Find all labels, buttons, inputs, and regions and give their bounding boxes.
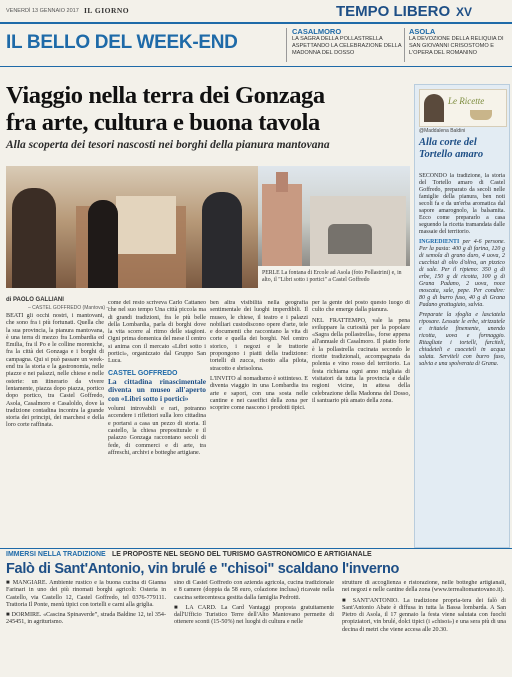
article-col-3-text: ben altra visibilità nella geografia sentimentale dei luoghi imperdibili. Il museo, le chiese, il teatro e i palazzi nobiliari custodiscono opere d'arte, tele e documenti che raccontano la vita di corte e quella dei borghi. Nel centro storico, i negozi e le trattorie propongono i piatti della tradizione: tortelli di zucca, risotto alla pilota, stracotto e sbrisolona.	[210, 300, 308, 372]
banner-divider-2	[404, 28, 405, 62]
photo-caption	[262, 270, 408, 284]
pot-icon	[470, 110, 492, 120]
header-date: VENERDÌ 13 GENNAIO 2017	[6, 8, 79, 14]
recipe-handle: @Maddalena Baldini	[419, 128, 466, 134]
recipe-logo: Le Ricette	[448, 96, 485, 106]
bottom-col-3-text: strutture di accoglienza e ristorazione, nelle botteghe artigianali, nei negozi e nelle cantine della zona (www.terrealtomantovano.it).	[342, 580, 506, 594]
caption-text: PERLE La fontana di Ercole ad Asola (foto Pollastrini) e, in alto, il "Libri sotto i portici" a Castel Goffredo	[262, 270, 402, 283]
recipe-title: Alla corte del Tortello amaro	[419, 137, 484, 160]
byline: di PAOLO GALLIANI	[6, 297, 64, 303]
chef-avatar	[424, 94, 444, 122]
person-left	[12, 188, 56, 288]
article-col-4-text-b: NEL FRATTEMPO, vale la pena sviluppare la curiosità per la popolare «Sagra della pollastrella», forse appena all'annuale di Casalmoro. Il piatto forte è la pollastrella cucinata secondo le ricette tradizionali, accompagnata da polenta e vino rosso del territorio. La festa richiama ogni anno migliaia di visitatori da tutta la provincia e dalle regioni vicine, in attesa della celebrazione della Madonna del Dosso, il santuario più amato della zona.	[312, 317, 410, 404]
bottom-col-1	[6, 580, 166, 674]
recipe-intro: SECONDO la tradizione, la storia del Tortello amaro di Castel Goffredo, preparato da secoli nelle famiglie della pianura, ben noti secoli fa e da un'erba aromatica dal sapore amarognolo, la balsamita. Ecco come prepararlo a casa seguendo la ricetta tramandata dalle massaie del territorio.	[419, 173, 505, 235]
teaser-casalmoro-place: CASALMORO	[292, 27, 342, 36]
bottom-col-2-text-b: ■ LA CARD. La Card Vantaggi proposta gratuitamente dall'Ufficio Turistico Terre dell'Alto Mantovano permette di ottenere sconti (15-50%) nei luoghi di cultura e nelle	[174, 604, 334, 626]
recipe-method: Preparate la sfoglia e lasciatela riposare. Lessate le erbe, strizzatele e tritatele finemente, unendo ricotta, uova e formaggio. Ritagliate i tortelli, farciteli, chiudeteli e cuoceteli in acqua salata. Serviteli con burro fuso, salvia e una spolverata di Grana.	[419, 312, 505, 367]
header-paper: IL GIORNO	[84, 6, 130, 15]
photo-market	[6, 166, 258, 288]
subheadline: Alla scoperta dei tesori nascosti nei borghi della pianura mantovana	[6, 139, 330, 151]
article-col-1-text: BEATI gli occhi nostri, i mantovani, che sono fra i più fortunati. Quella che la sua provincia, la pianura mantovana, è una terra di mezzo fra Lombardia ed Emilia, fra il Po e le colline moreniche, fra la città dei Gonzaga e i borghi di campagna. Qui si può passare un week-end tra la storia e la gastronomia, nelle piazze e nei palazzi, nelle chiese e nelle osterie: un itinerario da vivere lentamente, piazza dopo piazza, portico dopo portico, tra Castel Goffredo, Asola, Casalmoro e Casaloldo, dove la tradizione contadina incontra la grande storia dei principi, dei marchesi e della loro corte raffinata.	[6, 313, 104, 429]
headline-line-1: Viaggio nella terra dei Gonzaga	[6, 82, 325, 109]
banner-rule	[0, 66, 512, 67]
bell-tower	[276, 172, 288, 192]
bottom-col-2-text: sino di Castel Goffredo con azienda agricola, cucina tradizionale e 8 camere (doppia da 58 euro, colazione inclusa) ricavate nella cascina settecentesca gestita dalla famiglia Pedrotti.	[174, 580, 334, 601]
photo-fountain	[258, 166, 410, 266]
recipe-text	[419, 173, 505, 543]
teaser-asola-place: ASOLA	[409, 27, 436, 36]
headline-line-2: fra arte, cultura e buona tavola	[6, 109, 320, 136]
bottom-rule	[0, 548, 512, 549]
teaser-asola	[409, 27, 509, 57]
teaser-casalmoro-text: LA SAGRA DELLA POLLASTRELLA ASPETTANDO LA CELEBRAZIONE DELLA MADONNA DEL DOSSO	[292, 36, 402, 56]
main-headline	[6, 82, 410, 136]
bottom-col-3	[342, 580, 506, 674]
article-col-4	[312, 300, 410, 545]
bottom-col-2	[174, 580, 334, 674]
person-right	[202, 192, 242, 288]
bottom-col-1-text-b: ■ DORMIRE. «Cascina Spinaverdeˮ, strada Baldine 12, tel 354-245451, in agriturismo.	[6, 612, 166, 626]
person-center	[88, 200, 118, 288]
market-shelf	[116, 196, 176, 254]
page-header	[0, 0, 512, 24]
section-title: TEMPO LIBERO	[336, 3, 451, 20]
banner-title: IL BELLO DEL WEEK-END	[6, 32, 238, 53]
bottom-label: IMMERSI NELLA TRADIZIONE	[6, 551, 106, 558]
recipe-sidebar	[414, 84, 510, 548]
bottom-col-1-text: ■ MANGIARE. Ambiente rustico e la buona cucina di Gianna Farinari in uno dei più rinomati borghi agricoli: Osteria in Castello, via Castello 12, Castel Goffredo, tel 0376-779111. Trattoria Il Ponte, menù tipici con tortelli e carni alla griglia.	[6, 580, 166, 608]
bottom-headline: Falò di Sant'Antonio, vin brulé e "chisoi" scaldano l'inverno	[6, 561, 400, 577]
recipe-logo-box	[419, 89, 507, 127]
article-col-2	[108, 300, 206, 545]
ingredients-text: per 4-6 persone. Per la pasta: 400 g di farina, 120 g di semola di grano duro, 4 uova, 2 cucchiai di olio d'oliva, un pizzico di sale. Per il ripieno: 350 g di erbe, 150 g di ricotta, 100 g di Grana Padano, 2 uova, noce moscata, sale, pepe. Per condire: 80 g di burro fuso, 40 g di Grana Padano grattugiato, salvia.	[419, 239, 505, 308]
bottom-kicker: LE PROPOSTE NEL SEGNO DEL TURISMO GASTRONOMICO E ARTIGIANALE	[112, 551, 372, 558]
sub-section-label: CASTEL GOFFREDO	[108, 369, 178, 377]
dateline: – CASTEL GOFFREDO (Mantova) –	[28, 305, 110, 311]
banner-divider-1	[286, 28, 287, 62]
bottom-col-3-text-b: ■ SANT'ANTONIO. La tradizione propria-tera dei falò di Sant'Antonio Abate è diffusa in tutta la Bassa lombarda. A San Pietro di Asola, il 17 gennaio la festa viene salutata con fuochi propiziatori, vin brulé, dolci tipici (i «chisoi») e una sera più di una decina di metri che viene accesa alle 20.30.	[342, 597, 506, 633]
fountain	[328, 224, 372, 254]
article-col-3-text-b: L'INVITO al nomadismo è sottinteso. E diventa viaggio in una Lombardia tra arte e sapori, con una sosta nelle cantine e nei caseifici della zona per scoprire come nascono i prodotti tipici.	[210, 375, 308, 412]
ingredients-title: INGREDIENTI	[419, 239, 460, 245]
article-col-4-text: per la gente del posto questo luogo di culto che emerge dalla pianura.	[312, 300, 410, 314]
banner	[0, 24, 512, 66]
article-col-3	[210, 300, 308, 545]
sub-section-head: La cittadina rinascimentale diventa un museo all'aperto con «Libri sotto i portici»	[108, 376, 206, 403]
teaser-casalmoro	[292, 27, 402, 57]
page-number: XV	[456, 5, 473, 19]
teaser-asola-text: LA DEVOZIONE DELLA RELIQUIA DI SAN GIOVANNI CRISOSTOMO E L'OPERA DEL ROMANINO	[409, 36, 504, 56]
article-col-2-text-b: volumi introvabili e rari, potranno accendere i riflettori sulla loro cittadina e portarsi a casa un pezzo di storia. Il castello, la chiesa prepositurale e il palazzo Gonzaga raccontano secoli di fede, di commerci e di arte, tra affreschi, archivi e botteghe artigiane.	[108, 406, 206, 456]
church-facade	[262, 184, 302, 266]
article-col-2-text: come del resto scriveva Carlo Cattaneo che nel suo tempo Una città piccola ma di grandi tradizioni, fra le più belle della Lombardia, parla di borghi dove la vita scorre al ritmo delle stagioni. Ogni prima domenica del mese il centro si anima con il mercato «Libri sotto i portici», organizzato dal Gruppo San Luca.	[108, 300, 206, 365]
article-col-1	[6, 313, 104, 545]
